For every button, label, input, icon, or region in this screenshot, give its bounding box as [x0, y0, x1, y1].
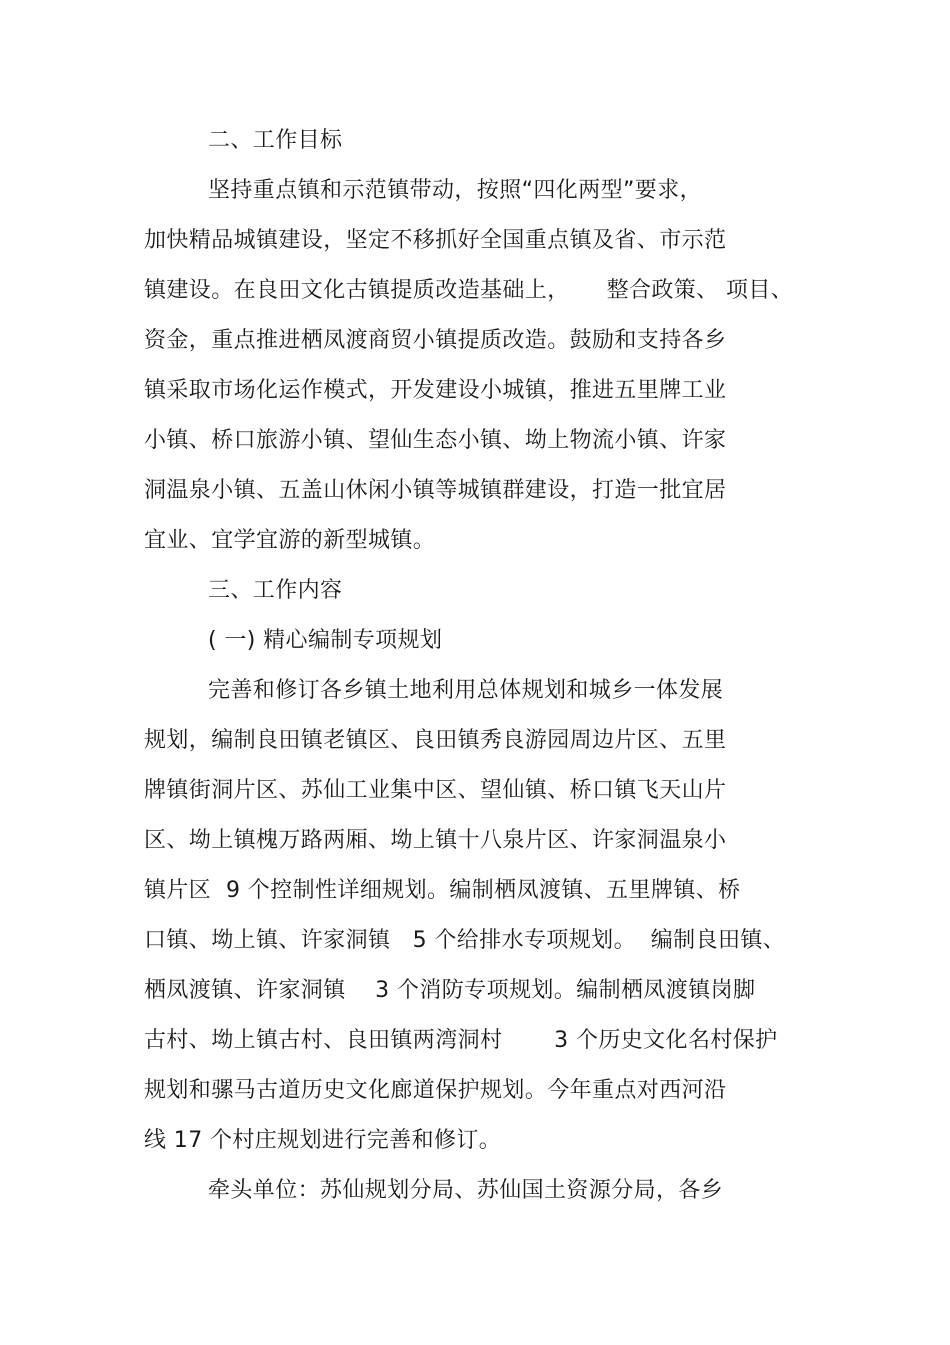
paragraph-line: 线 17 个村庄规划进行完善和修订。 — [144, 1128, 502, 1153]
paragraph-line: 镇采取市场化运作模式，开发建设小城镇，推进五里牌工业 — [144, 378, 727, 403]
paragraph-line: 区、坳上镇槐万路两厢、坳上镇十八泉片区、许家洞温泉小 — [144, 828, 727, 853]
heading-work-goals: 二、工作目标 — [208, 128, 343, 153]
paragraph-line: 镇片区 9 个控制性详细规划。编制栖凤渡镇、五里牌镇、桥 — [144, 878, 741, 903]
paragraph-line: 古村、坳上镇古村、良田镇两湾洞村 3 个历史文化名村保护 — [144, 1028, 778, 1053]
subheading-special-planning: ( 一) 精心编制专项规划 — [208, 628, 443, 653]
paragraph-line: 洞温泉小镇、五盖山休闲小镇等城镇群建设，打造一批宜居 — [144, 478, 727, 503]
lead-unit-line: 牵头单位：苏仙规划分局、苏仙国土资源分局，各乡 — [208, 1178, 724, 1203]
paragraph-line: 资金，重点推进栖凤渡商贸小镇提质改造。鼓励和支持各乡 — [144, 328, 727, 353]
paragraph-line: 镇建设。在良田文化古镇提质改造基础上， 整合政策、 项目、 — [144, 278, 794, 303]
paragraph-line: 加快精品城镇建设，坚定不移抓好全国重点镇及省、市示范 — [144, 228, 727, 253]
paragraph-line: 坚持重点镇和示范镇带动，按照“四化两型”要求， — [208, 178, 702, 203]
paragraph-line: 小镇、桥口旅游小镇、望仙生态小镇、坳上物流小镇、许家 — [144, 428, 727, 453]
paragraph-line: 规划和骡马古道历史文化廊道保护规划。今年重点对西河沿 — [144, 1078, 727, 1103]
paragraph-line: 完善和修订各乡镇土地利用总体规划和城乡一体发展 — [208, 678, 724, 703]
paragraph-line: 口镇、坳上镇、许家洞镇 5 个给排水专项规划。 编制良田镇、 — [144, 928, 786, 953]
paragraph-line: 栖凤渡镇、许家洞镇 3 个消防专项规划。编制栖凤渡镇岗脚 — [144, 978, 756, 1003]
paragraph-line: 宜业、宜学宜游的新型城镇。 — [144, 528, 436, 553]
paragraph-line: 规划，编制良田镇老镇区、良田镇秀良游园周边片区、五里 — [144, 728, 727, 753]
heading-work-content: 三、工作内容 — [208, 578, 343, 603]
paragraph-line: 牌镇街洞片区、苏仙工业集中区、望仙镇、桥口镇飞天山片 — [144, 778, 727, 803]
